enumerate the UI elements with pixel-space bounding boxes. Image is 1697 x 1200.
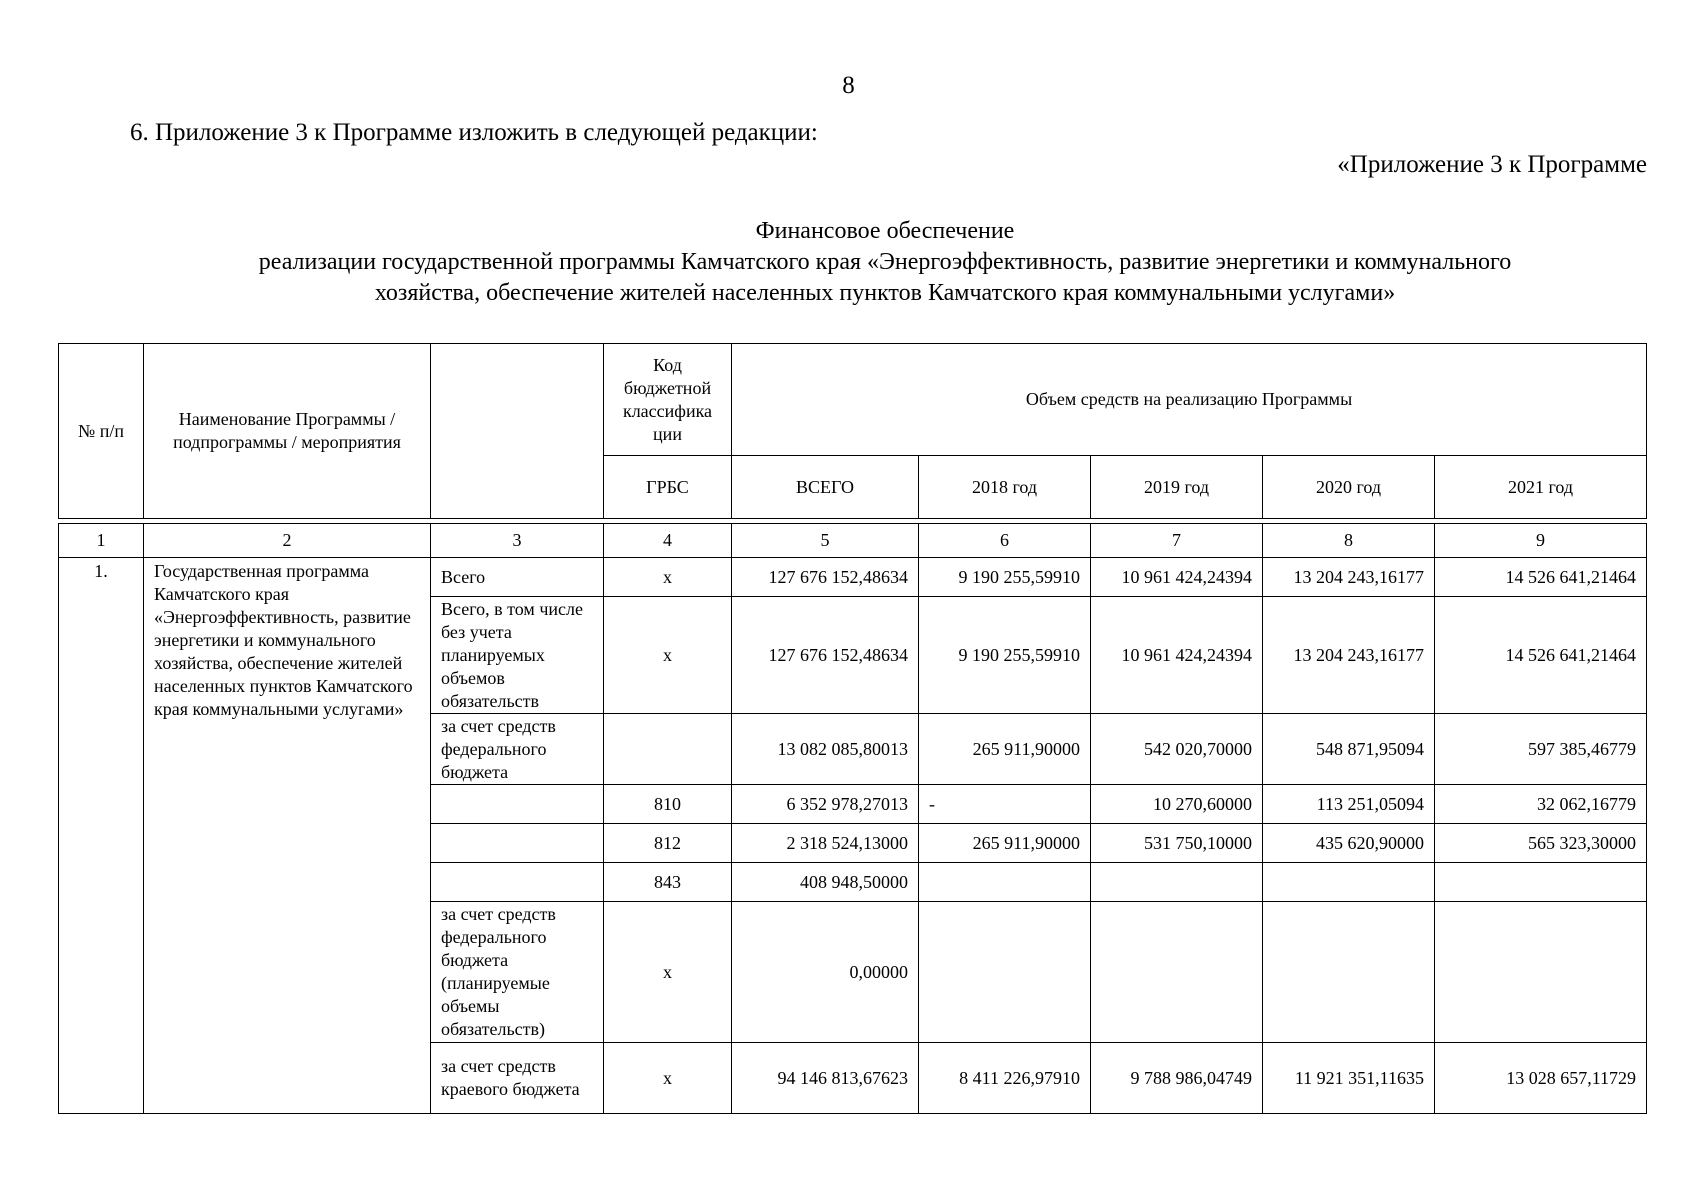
value-2018: - bbox=[919, 785, 1091, 824]
grbs-code: х bbox=[604, 558, 732, 597]
value-2021 bbox=[1435, 902, 1647, 1043]
value-2018 bbox=[919, 863, 1091, 902]
value-2021: 597 385,46779 bbox=[1435, 714, 1647, 785]
value-2019 bbox=[1091, 863, 1263, 902]
header-row-1 bbox=[59, 344, 1647, 456]
grbs-code: 810 bbox=[604, 785, 732, 824]
funding-source bbox=[431, 785, 604, 824]
total-value: 127 676 152,48634 bbox=[732, 558, 919, 597]
col-number: 7 bbox=[1091, 524, 1263, 558]
value-2019: 10 961 424,24394 bbox=[1091, 597, 1263, 714]
value-2021: 32 062,16779 bbox=[1435, 785, 1647, 824]
value-2019: 531 750,10000 bbox=[1091, 824, 1263, 863]
value-2018 bbox=[919, 902, 1091, 1043]
value-2020: 13 204 243,16177 bbox=[1263, 558, 1435, 597]
col-number: 9 bbox=[1435, 524, 1647, 558]
header-total: ВСЕГО bbox=[732, 456, 919, 519]
header-grbs: ГРБС bbox=[604, 456, 732, 519]
document-title bbox=[90, 216, 1680, 309]
grbs-code: х bbox=[604, 1043, 732, 1114]
page-number: 8 bbox=[842, 72, 855, 99]
total-value: 0,00000 bbox=[732, 902, 919, 1043]
instruction-text: 6. Приложение 3 к Программе изложить в следующей редакции: bbox=[130, 119, 818, 146]
value-2020: 548 871,95094 bbox=[1263, 714, 1435, 785]
value-2020: 11 921 351,11635 bbox=[1263, 1043, 1435, 1114]
funding-source: Всего, в том числе без учета планируемых объемов обязательств bbox=[431, 597, 604, 714]
program-name: Государственная программа Камчатского края «Энергоэффективность, развитие энергетики и коммунального хозяйства, обеспечение жителей населенных пунктов Камчатского края коммунальными услугами» bbox=[144, 558, 431, 1114]
value-2020: 435 620,90000 bbox=[1263, 824, 1435, 863]
title-line-3: хозяйства, обеспечение жителей населенных пунктов Камчатского края коммунальными услугами» bbox=[374, 280, 1396, 306]
col-number: 1 bbox=[59, 524, 144, 558]
funding-source bbox=[431, 824, 604, 863]
value-2021 bbox=[1435, 863, 1647, 902]
funding-source: за счет средств федерального бюджета (планируемые объемы обязательств) bbox=[431, 902, 604, 1043]
financing-table bbox=[58, 343, 1647, 1114]
funding-source: Всего bbox=[431, 558, 604, 597]
col-number: 4 bbox=[604, 524, 732, 558]
col-number: 3 bbox=[431, 524, 604, 558]
column-number-row bbox=[59, 524, 1647, 558]
value-2019: 10 270,60000 bbox=[1091, 785, 1263, 824]
value-2021: 14 526 641,21464 bbox=[1435, 597, 1647, 714]
funding-source bbox=[431, 863, 604, 902]
grbs-code: х bbox=[604, 902, 732, 1043]
total-value: 6 352 978,27013 bbox=[732, 785, 919, 824]
col-number: 8 bbox=[1263, 524, 1435, 558]
table-row bbox=[59, 558, 1647, 597]
value-2019: 10 961 424,24394 bbox=[1091, 558, 1263, 597]
value-2019: 9 788 986,04749 bbox=[1091, 1043, 1263, 1114]
grbs-code: 812 bbox=[604, 824, 732, 863]
grbs-code bbox=[604, 714, 732, 785]
value-2019 bbox=[1091, 902, 1263, 1043]
header-name: Наименование Программы / подпрограммы / мероприятия bbox=[144, 344, 431, 519]
value-2020: 13 204 243,16177 bbox=[1263, 597, 1435, 714]
value-2021: 565 323,30000 bbox=[1435, 824, 1647, 863]
title-line-2: реализации государственной программы Камчатского края «Энергоэффективность, развитие энергетики и коммунального bbox=[258, 249, 1512, 275]
header-2018: 2018 год bbox=[919, 456, 1091, 519]
value-2018: 265 911,90000 bbox=[919, 824, 1091, 863]
value-2018: 9 190 255,59910 bbox=[919, 558, 1091, 597]
value-2020: 113 251,05094 bbox=[1263, 785, 1435, 824]
value-2018: 9 190 255,59910 bbox=[919, 597, 1091, 714]
title-line-1: Финансовое обеспечение bbox=[755, 218, 1015, 244]
header-num: № п/п bbox=[59, 344, 144, 519]
header-2021: 2021 год bbox=[1435, 456, 1647, 519]
header-blank bbox=[431, 344, 604, 519]
value-2021: 14 526 641,21464 bbox=[1435, 558, 1647, 597]
total-value: 13 082 085,80013 bbox=[732, 714, 919, 785]
value-2018: 8 411 226,97910 bbox=[919, 1043, 1091, 1114]
program-number: 1. bbox=[59, 558, 144, 1114]
col-number: 6 bbox=[919, 524, 1091, 558]
col-number: 2 bbox=[144, 524, 431, 558]
total-value: 94 146 813,67623 bbox=[732, 1043, 919, 1114]
header-volume: Объем средств на реализацию Программы bbox=[732, 344, 1647, 456]
appendix-reference: «Приложение 3 к Программе bbox=[1337, 151, 1647, 178]
value-2021: 13 028 657,11729 bbox=[1435, 1043, 1647, 1114]
value-2019: 542 020,70000 bbox=[1091, 714, 1263, 785]
funding-source: за счет средств краевого бюджета bbox=[431, 1043, 604, 1114]
grbs-code: 843 bbox=[604, 863, 732, 902]
total-value: 127 676 152,48634 bbox=[732, 597, 919, 714]
total-value: 408 948,50000 bbox=[732, 863, 919, 902]
header-2019: 2019 год bbox=[1091, 456, 1263, 519]
col-number: 5 bbox=[732, 524, 919, 558]
grbs-code: х bbox=[604, 597, 732, 714]
value-2018: 265 911,90000 bbox=[919, 714, 1091, 785]
header-code: Код бюджетной классифика ции bbox=[604, 344, 732, 456]
header-2020: 2020 год bbox=[1263, 456, 1435, 519]
value-2020 bbox=[1263, 902, 1435, 1043]
funding-source: за счет средств федерального бюджета bbox=[431, 714, 604, 785]
value-2020 bbox=[1263, 863, 1435, 902]
total-value: 2 318 524,13000 bbox=[732, 824, 919, 863]
